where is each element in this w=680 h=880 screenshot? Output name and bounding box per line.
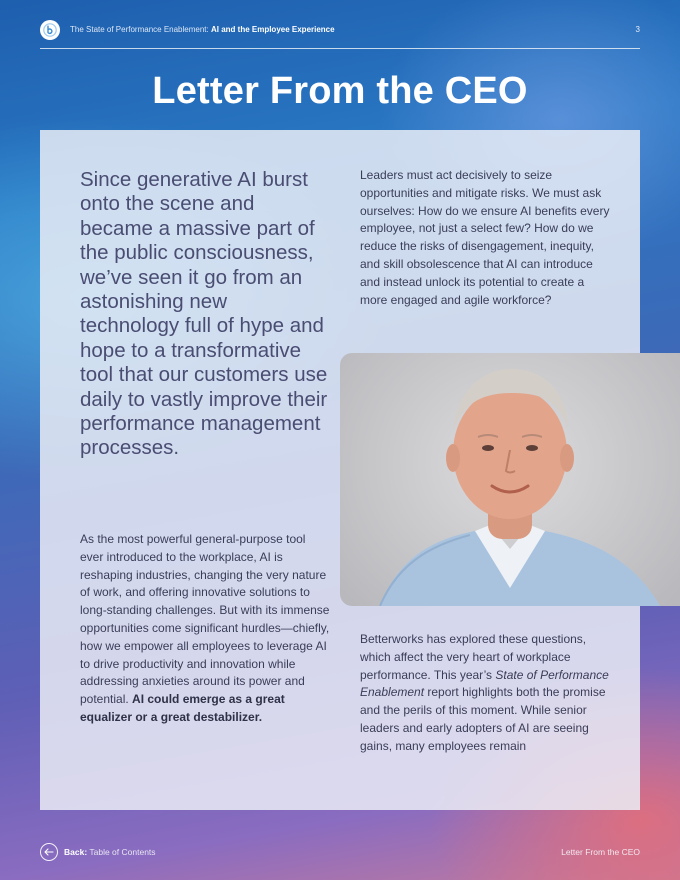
page-title: Letter From the CEO (152, 70, 528, 112)
right-body-bottom-part2: report highlights both the promise and the perils of this moment. While senior leaders and early adopters of AI are seeing gains, many employees remain (360, 685, 606, 753)
ceo-portrait (340, 353, 680, 606)
back-target: Table of Contents (89, 847, 156, 857)
footer-section-name: Letter From the CEO (561, 847, 640, 857)
back-link-text (64, 847, 156, 857)
right-body-bottom-part1: Betterworks has explored these questions, which affect the very heart of workplace performance. This year’s (360, 632, 587, 682)
letter-body-right-bottom (360, 631, 610, 756)
page-number: 3 (635, 25, 640, 34)
header-divider (40, 48, 640, 49)
report-name: AI and the Employee Experience (210, 25, 335, 34)
report-series: The State of Performance Enablement: (70, 25, 209, 34)
letter-body-left (80, 531, 330, 727)
back-arrow-icon (40, 843, 58, 861)
betterworks-logo-icon (40, 20, 60, 40)
left-body-emphasis: AI could emerge as a great equalizer or a great destabilizer. (80, 692, 285, 724)
letter-lede: Since generative AI burst onto the scene and became a massive part of the public consciousness, we’ve seen it go from an astonishing new technology full of hype and hope to a transformative tool that our customers use daily to vastly improve their performance management processes. (80, 168, 328, 460)
back-label: Back: (64, 847, 88, 857)
left-body-text: As the most powerful general-purpose tool ever introduced to the workplace, AI is reshaping industries, changing the very nature of work, and offering innovative solutions to long-standing challenges. But with its immense opportunities come significant hurdles—chiefly, how we empower all employees to leverage AI to drive productivity and innovation while addressing anxieties around its power and potential. (80, 532, 330, 707)
letter-body-right-top: Leaders must act decisively to seize opportunities and mitigate risks. We must ask ourselves: How do we ensure AI benefits every employee, not just a select few? How do we reduce the risks of disengagement, inequity, and skill obsolescence that AI can introduce and instead unlock its potential to create a more engaged and agile workforce? (360, 168, 610, 307)
report-title (70, 25, 335, 34)
page-header (40, 18, 640, 42)
back-to-contents-link[interactable] (40, 843, 156, 861)
report-name-italic: State of Performance Enablement (360, 667, 609, 700)
